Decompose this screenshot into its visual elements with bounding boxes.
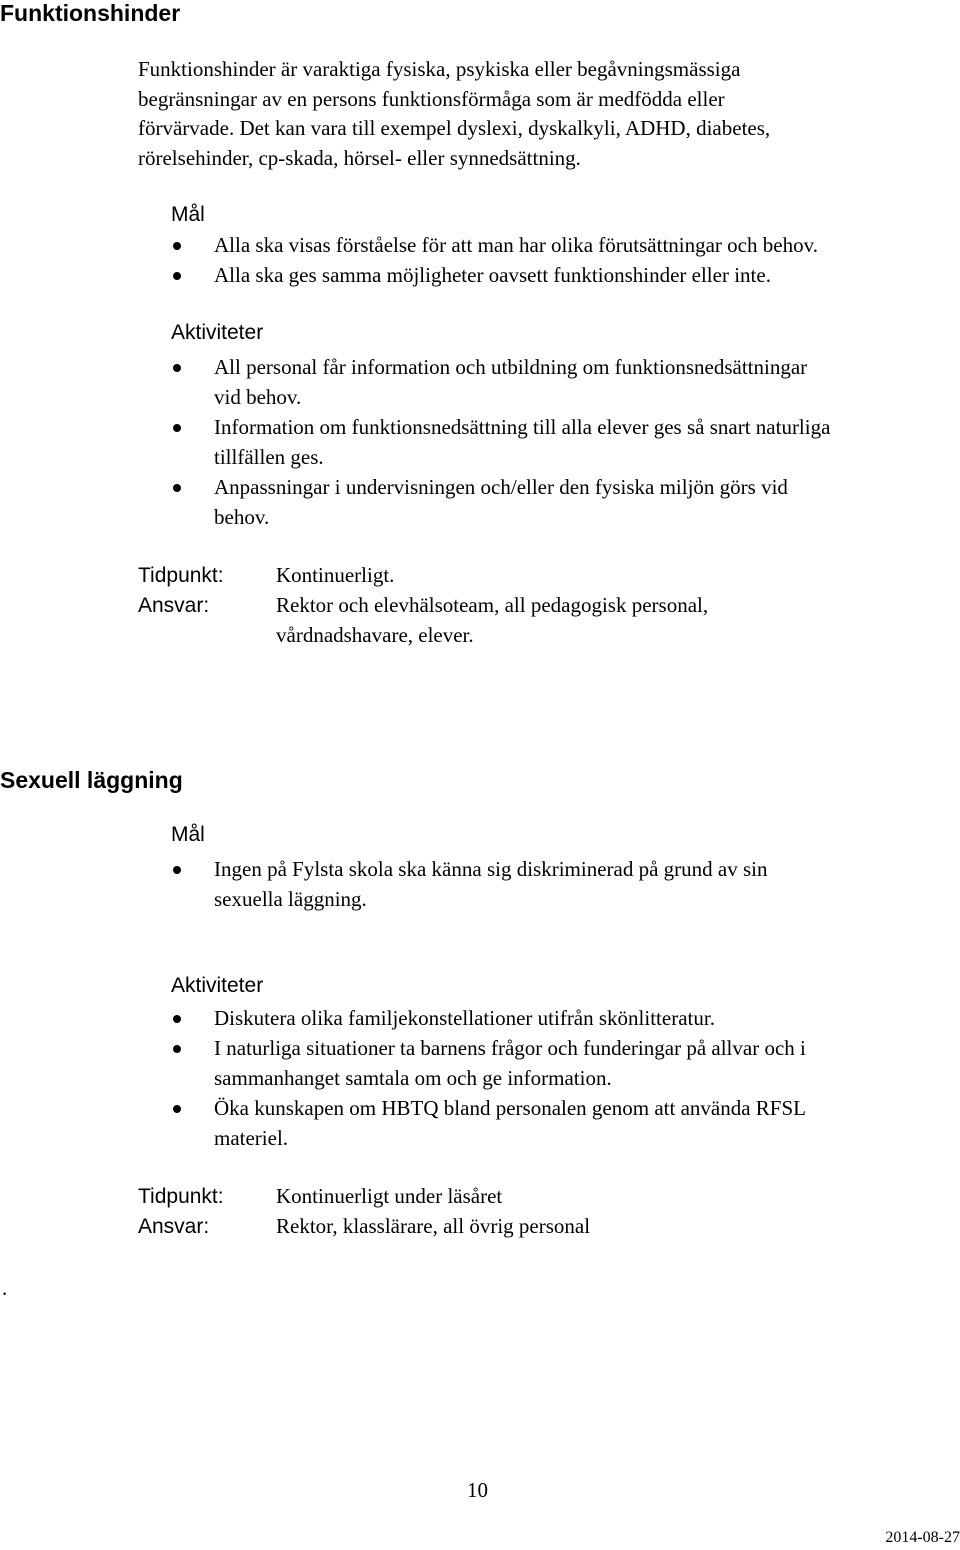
goal-line: Alla ska ges samma möjligheter oavsett funktionshinder eller inte. (214, 263, 771, 287)
bullet-icon (173, 424, 181, 432)
intro-paragraph (138, 55, 918, 173)
bullet-icon (173, 1105, 181, 1113)
activity-line: vid behov. (214, 384, 302, 409)
activity-item (214, 1034, 960, 1093)
bullet-icon (173, 1015, 181, 1023)
goals-heading: Mål (171, 203, 205, 226)
time-value: Kontinuerligt. (276, 563, 395, 587)
activity-line: Anpassningar i undervisningen och/eller den fysiska miljön görs vid (214, 475, 788, 499)
intro-line: rörelsehinder, cp-skada, hörsel- eller synnedsättning. (138, 145, 581, 170)
responsible-value (276, 591, 916, 650)
time-label: Tidpunkt: (138, 1185, 224, 1208)
goal-line: Ingen på Fylsta skola ska känna sig diskriminerad på grund av sin (214, 857, 768, 881)
activity-line: All personal får information och utbildning om funktionsnedsättningar (214, 355, 808, 379)
activity-line: Diskutera olika familjekonstellationer utifrån skönlitteratur. (214, 1006, 715, 1030)
time-value: Kontinuerligt under läsåret (276, 1184, 503, 1208)
goal-item (214, 261, 960, 291)
bullet-icon (173, 242, 181, 250)
activity-item (214, 413, 960, 472)
goal-line: Alla ska visas förståelse för att man har olika förutsättningar och behov. (214, 233, 818, 257)
bullet-icon (173, 364, 181, 372)
activity-line: Öka kunskapen om HBTQ bland personalen genom att använda RFSL (214, 1096, 806, 1120)
goal-item (214, 855, 960, 914)
intro-line: Funktionshinder är varaktiga fysiska, psykiska eller begåvningsmässiga (138, 57, 741, 81)
activity-line: tillfällen ges. (214, 444, 324, 469)
responsible-line: Rektor, klasslärare, all övrig personal (276, 1214, 591, 1238)
intro-line: begränsningar av en persons funktionsförmåga som är medfödda eller (138, 86, 725, 111)
footer-date: 2014-08-27 (885, 1529, 960, 1546)
activity-item (214, 1094, 960, 1153)
activity-line: Information om funktionsnedsättning till alla elever ges så snart naturliga (214, 415, 831, 439)
responsible-label: Ansvar: (138, 1215, 210, 1238)
section-heading-funktionshinder: Funktionshinder (0, 0, 181, 26)
goals-heading: Mål (171, 823, 205, 846)
responsible-value (276, 1212, 916, 1242)
activity-item (214, 473, 960, 532)
bullet-icon (173, 866, 181, 874)
activity-line: materiel. (214, 1125, 289, 1150)
activity-line: behov. (214, 504, 270, 529)
activities-heading: Aktiviteter (171, 974, 264, 997)
activity-line: sammanhanget samtala om och ge information. (214, 1065, 612, 1090)
time-label: Tidpunkt: (138, 564, 224, 587)
goal-item (214, 231, 960, 261)
stray-period: . (2, 1276, 8, 1300)
page-number: 10 (467, 1478, 488, 1502)
activities-heading: Aktiviteter (171, 321, 264, 344)
bullet-icon (173, 272, 181, 280)
responsible-line: vårdnadshavare, elever. (276, 622, 474, 647)
bullet-icon (173, 484, 181, 492)
activity-line: I naturliga situationer ta barnens frågor och funderingar på allvar och i (214, 1036, 806, 1060)
goal-line: sexuella läggning. (214, 886, 367, 911)
responsible-line: Rektor och elevhälsoteam, all pedagogisk personal, (276, 593, 709, 617)
responsible-label: Ansvar: (138, 594, 210, 617)
activity-item (214, 1004, 960, 1034)
activity-item (214, 353, 960, 412)
bullet-icon (173, 1045, 181, 1053)
section-heading-sexuell-laggning: Sexuell läggning (0, 767, 183, 793)
intro-line: förvärvade. Det kan vara till exempel dyslexi, dyskalkyli, ADHD, diabetes, (138, 116, 771, 140)
